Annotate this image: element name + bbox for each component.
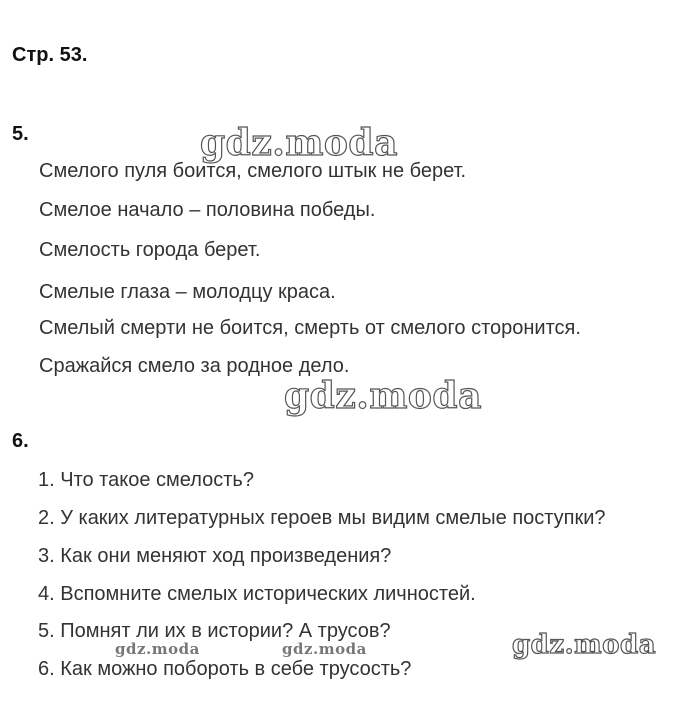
section-5-number: 5.	[12, 123, 29, 145]
section-6-number: 6.	[12, 430, 29, 452]
page-header: Стр. 53.	[12, 44, 88, 66]
watermark: gdz.moda	[512, 630, 657, 660]
question-6: 6. Как можно побороть в себе трусость?	[38, 658, 412, 680]
question-4: 4. Вспомните смелых исторических личностей.	[38, 583, 476, 605]
proverb-6: Сражайся смело за родное дело.	[39, 355, 350, 377]
watermark: gdz.moda	[282, 640, 367, 658]
question-2: 2. У каких литературных героев мы видим смелые поступки?	[38, 507, 606, 529]
proverb-1: Смелого пуля боится, смелого штык не берет.	[39, 160, 467, 182]
question-5: 5. Помнят ли их в истории? А трусов?	[38, 620, 391, 642]
watermark: gdz.moda	[200, 122, 398, 164]
question-3: 3. Как они меняют ход произведения?	[38, 545, 392, 567]
proverb-3: Смелость города берет.	[39, 239, 261, 261]
watermark: gdz.moda	[284, 375, 482, 417]
watermark: gdz.moda	[115, 640, 200, 658]
proverb-2: Смелое начало – половина победы.	[39, 199, 376, 221]
proverb-4: Смелые глаза – молодцу краса.	[39, 281, 336, 303]
proverb-5: Смелый смерти не боится, смерть от смелого сторонится.	[39, 317, 581, 339]
question-1: 1. Что такое смелость?	[38, 469, 254, 491]
